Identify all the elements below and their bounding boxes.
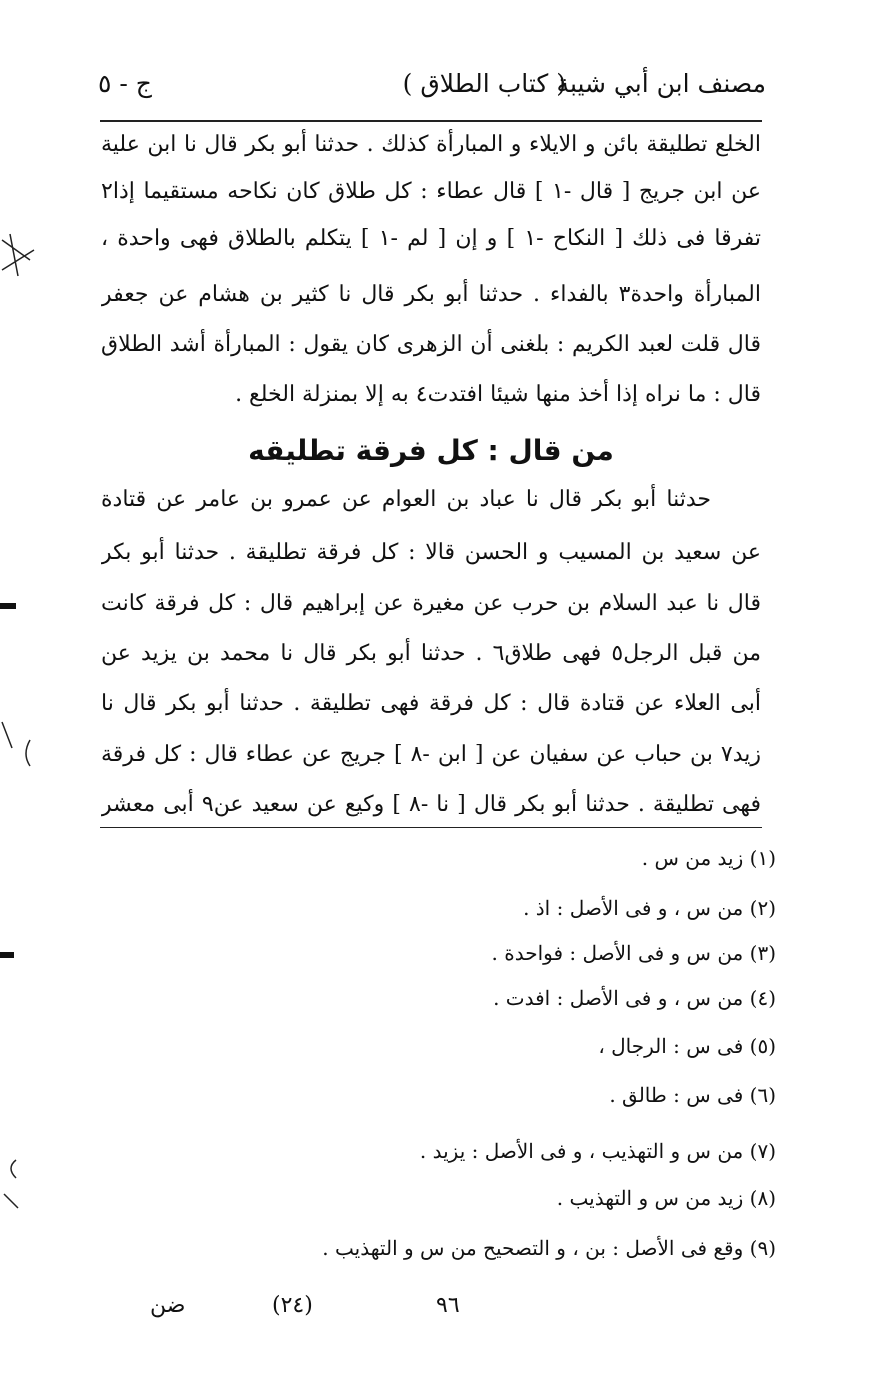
footnote: (٧) من س و التهذيب ، و فى الأصل : يزيد . bbox=[419, 1139, 776, 1163]
page-number: ٩٦ bbox=[436, 1293, 460, 1318]
body-line: عن سعيد بن المسيب و الحسن قالا : كل فرقة تطليقة . حدثنا أبو بكر bbox=[101, 540, 761, 565]
body-line: المبارأة واحدة٣ بالفداء . حدثنا أبو بكر قال نا كثير بن هشام عن جعفر bbox=[101, 282, 761, 307]
body-line: الخلع تطليقة بائن و الايلاء و المبارأة كذلك . حدثنا أبو بكر قال نا ابن علية bbox=[101, 132, 761, 157]
body-line: من قبل الرجل٥ فهى طلاق٦ . حدثنا أبو بكر قال نا محمد بن يزيد عن bbox=[101, 641, 761, 666]
body-line: حدثنا أبو بكر قال نا عباد بن العوام عن عمرو بن عامر عن قتادة bbox=[101, 487, 711, 512]
footnote: (٣) من س و فى الأصل : فواحدة . bbox=[491, 941, 776, 965]
footnote: (٤) من س ، و فى الأصل : افدت . bbox=[493, 986, 776, 1010]
footnote-rule bbox=[100, 827, 762, 828]
header-rule bbox=[100, 120, 762, 122]
section-heading: من قال : كل فرقة تطليقه bbox=[248, 434, 614, 467]
footnote: (٢) من س ، و فى الأصل : اذ . bbox=[523, 896, 776, 920]
footnote: (٨) زيد من س و التهذيب . bbox=[556, 1186, 776, 1210]
margin-mark-icon bbox=[0, 230, 40, 280]
body-line: عن ابن جريج [ قال -١ ] قال عطاء : كل طلاق كان نكاحه مستقيما إذا٢ bbox=[101, 179, 761, 204]
margin-bracket-icon bbox=[0, 1158, 30, 1238]
body-line: زيد٧ بن حباب عن سفيان عن [ ابن -٨ ] جريج عن عطاء قال : كل فرقة bbox=[101, 742, 761, 767]
printer-signature: ضن bbox=[150, 1293, 186, 1318]
volume-number: (٢٤) bbox=[272, 1293, 313, 1318]
margin-tick bbox=[0, 952, 14, 958]
footnote: (١) زيد من س . bbox=[641, 846, 776, 870]
footnote: (٩) وقع فى الأصل : بن ، و التصحيح من س و التهذيب . bbox=[322, 1236, 776, 1260]
body-line: قال : ما نراه إذا أخذ منها شيئا افتدت٤ به إلا بمنزلة الخلع . bbox=[235, 382, 761, 407]
margin-bracket-icon bbox=[0, 718, 40, 768]
footnote: (٥) فى س : الرجال ، bbox=[598, 1034, 776, 1058]
body-line: قال قلت لعبد الكريم : بلغنى أن الزهرى كان يقول : المبارأة أشد الطلاق bbox=[101, 332, 761, 357]
volume-label: ج - ٥ bbox=[98, 69, 152, 98]
body-line: فهى تطليقة . حدثنا أبو بكر قال [ نا -٨ ] وكيع عن سعيد عن٩ أبى معشر bbox=[101, 792, 761, 817]
body-line: أبى العلاء عن قتادة قال : كل فرقة فهى تطليقة . حدثنا أبو بكر قال نا bbox=[101, 691, 761, 716]
margin-tick bbox=[0, 603, 16, 609]
body-line: تفرقا فى ذلك [ النكاح -١ ] و إن [ لم -١ ] يتكلم بالطلاق فهى واحدة ، bbox=[101, 226, 761, 251]
book-title: مصنف ابن أبي شيبة bbox=[556, 69, 766, 98]
chapter-title: ( كتاب الطلاق ) bbox=[402, 69, 566, 98]
footnote: (٦) فى س : طالق . bbox=[609, 1083, 776, 1107]
body-line: قال نا عبد السلام بن حرب عن مغيرة عن إبراهيم قال : كل فرقة كانت bbox=[101, 591, 761, 616]
